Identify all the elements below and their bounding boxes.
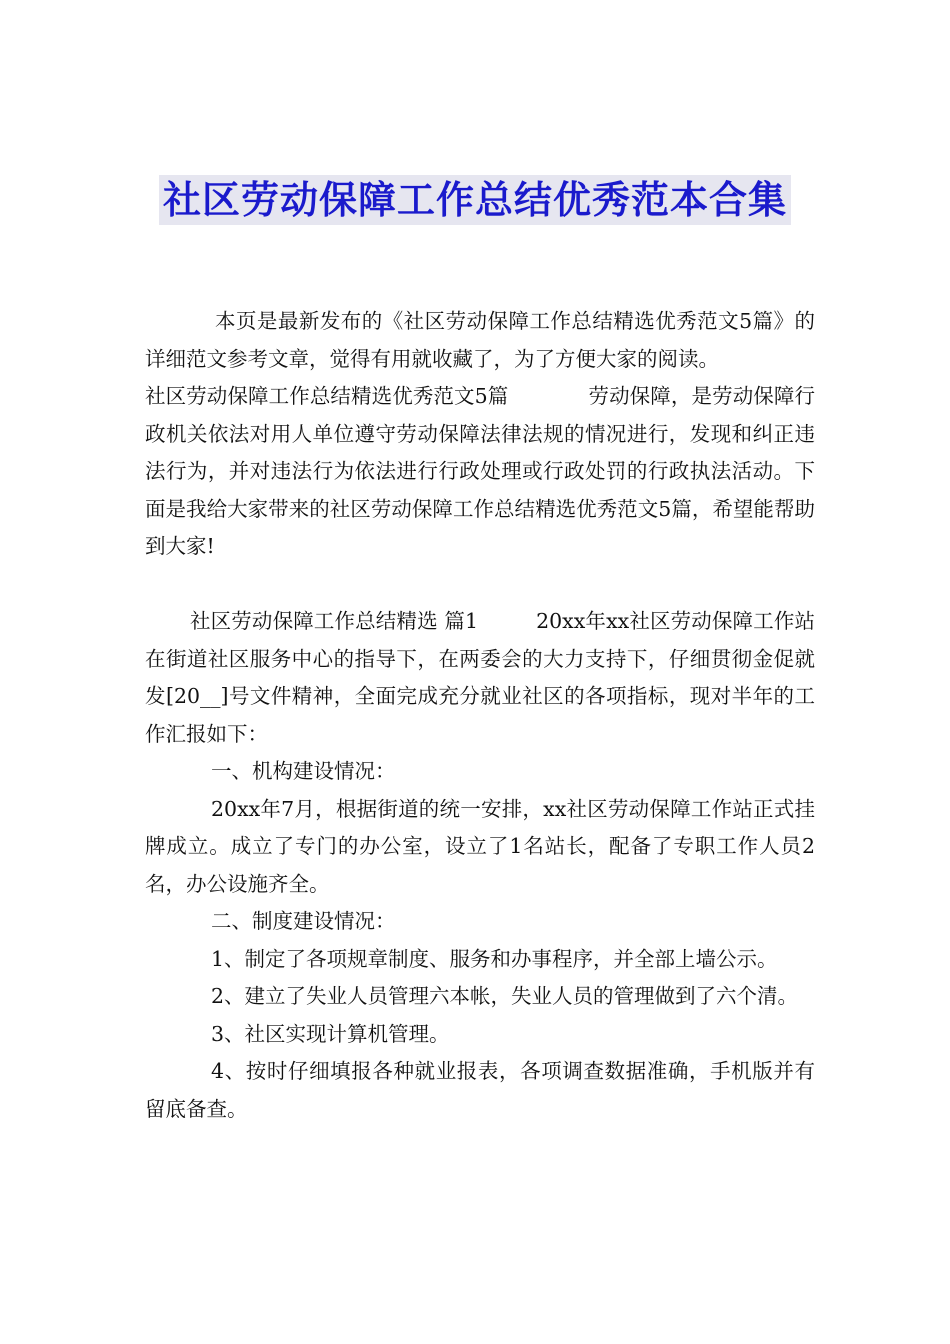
article-heading: 社区劳动保障工作总结精选 篇1 [190, 609, 479, 633]
list-item: 2、建立了失业人员管理六本帐，失业人员的管理做到了六个清。 [211, 984, 799, 1008]
article-intro: 20xx年xx社区劳动保障工作站在街道社区服务中心的指导下，在两委会的大力支持下，仔细贯彻金促就发[20__]号文件精神，全面完成充分就业社区的各项指标，现对半年的工作汇报如下： [145, 609, 815, 746]
section2-heading: 二、制度建设情况： [211, 909, 396, 933]
list-item: 1、制定了各项规章制度、服务和办事程序，并全部上墙公示。 [211, 946, 778, 971]
article-intro-paragraph [145, 603, 815, 753]
list-item: 3、社区实现计算机管理。 [211, 1021, 450, 1046]
summary-paragraph [145, 378, 815, 566]
summary-heading: 社区劳动保障工作总结精选优秀范文5篇 [145, 384, 509, 408]
summary-text: 劳动保障，是劳动保障行政机关依法对用人单位遵守劳动保障法律法规的情况进行，发现和纠正违法行为，并对违法行为依法进行行政处理或行政处罚的行政执法活动。下面是我给大家带来的社区劳动保障工作总结精选优秀范文5篇，希望能帮助到大家! [145, 384, 815, 558]
document-body [145, 303, 815, 1128]
section1-heading: 一、机构建设情况： [211, 759, 396, 783]
list-item: 4、按时仔细填报各种就业报表，各项调查数据准确，手机版并有留底备查。 [145, 1059, 815, 1121]
title-wrap [0, 175, 950, 225]
section1-text: 20xx年7月，根据街道的统一安排，xx社区劳动保障工作站正式挂牌成立。成立了专门的办公室，设立了1名站长，配备了专职工作人员2名，办公设施齐全。 [145, 796, 815, 896]
blank-line [145, 566, 815, 604]
intro-paragraph: 本页是最新发布的《社区劳动保障工作总结精选优秀范文5篇》的详细范文参考文章，觉得有用就收藏了，为了方便大家的阅读。 [145, 309, 815, 371]
document-title: 社区劳动保障工作总结优秀范本合集 [159, 175, 791, 225]
